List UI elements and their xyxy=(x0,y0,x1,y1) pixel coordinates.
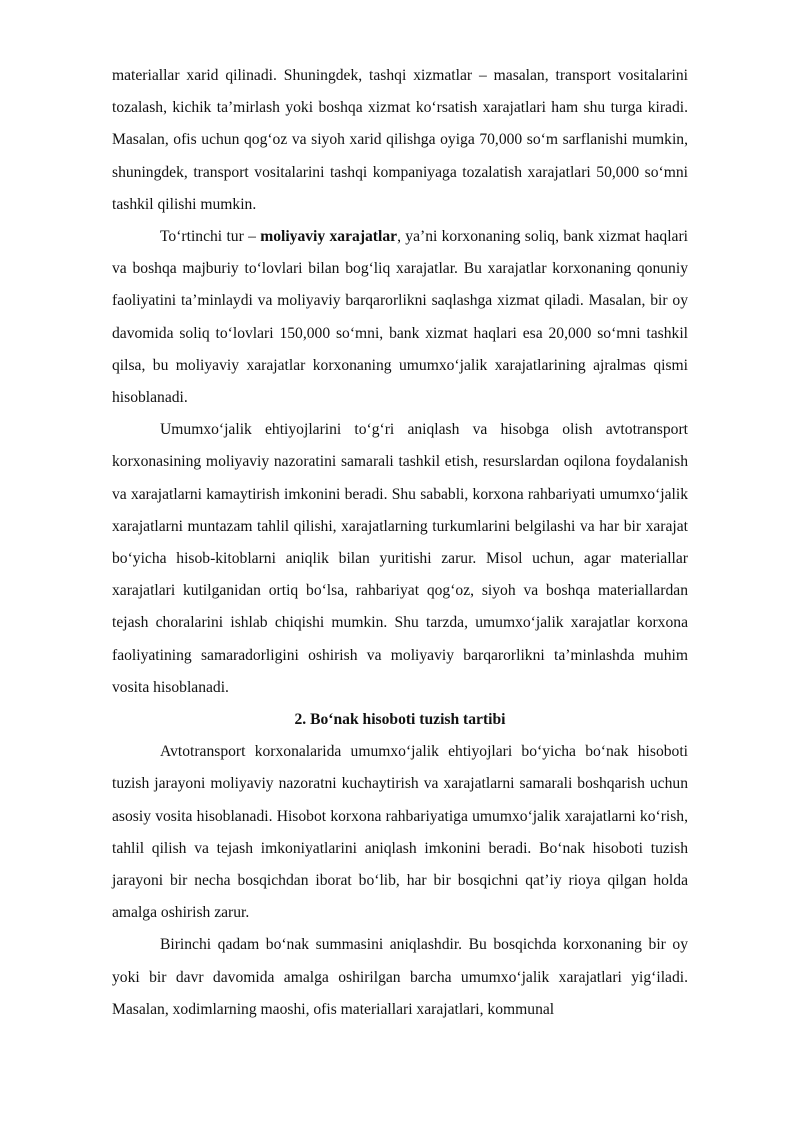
bold-term: moliyaviy xarajatlar xyxy=(260,228,398,246)
paragraph-first-step: Birinchi qadam bo‘nak summasini aniqlashdir. Bu bosqichda korxonaning bir oy yoki bir davr davomida amalga oshirilgan barcha umumxo‘jalik xarajatlari yig‘iladi. Masalan, xodimlarning maoshi, ofis materiallari xarajatlari, kommunal xyxy=(112,936,688,1018)
section-heading: 2. Bo‘nak hisoboti tuzish tartibi xyxy=(294,711,506,729)
paragraph-text-after: , ya’ni korxonaning soliq, bank xizmat haqlari va boshqa majburiy to‘lovlari bilan bog‘liq xarajatlar. Bu xarajatlar korxonaning qonuniy faoliyatini ta’minlaydi va moliyaviy barqarorlikni saqlashga xizmat qiladi. Masalan, bir oy davomida soliq to‘lovlari 150,000 so‘mni, bank xizmat haqlari esa 20,000 so‘mni tashkil qilsa, bu moliyaviy xarajatlar korxonaning umumxo‘jalik xarajatlarining ajralmas qismi hisoblanadi. xyxy=(112,228,689,407)
paragraph-conclusion: Umumxo‘jalik ehtiyojlarini to‘g‘ri aniqlash va hisobga olish avtotransport korxonasining moliyaviy nazoratini samarali tashkil etish, resurslardan oqilona foydalanish va xarajatlarni kamaytirish imkonini beradi. Shu sababli, korxona rahbariyati umumxo‘jalik xarajatlarni muntazam tahlil qilishi, xarajatlarning turkumlarini belgilashi va har bir xarajat bo‘yicha hisob-kitoblarni aniqlik bilan yuritishi zarur. Misol uchun, agar materiallar xarajatlari kutilganidan ortiq bo‘lsa, rahbariyat qog‘oz, siyoh va boshqa materiallardan tejash choralarini ishlab chiqishi mumkin. Shu tarzda, umumxo‘jalik xarajatlar korxona faoliyatining samaradorligini oshirish va moliyaviy barqarorlikni ta’minlashda muhim vosita hisoblanadi. xyxy=(112,421,688,696)
paragraph-text-before: To‘rtinchi tur – xyxy=(160,228,261,246)
paragraph-continuation: materiallar xarid qilinadi. Shuningdek, tashqi xizmatlar – masalan, transport vositalarini tozalash, kichik ta’mirlash yoki boshqa xizmat ko‘rsatish xarajatlari ham shu turga kiradi. Masalan, ofis uchun qog‘oz va siyoh xarid qilishga oyiga 70,000 so‘m sarflanishi mumkin, shuningdek, transport vositalarini tashqi kompaniyaga tozalatish xarajatlari 50,000 so‘mni tashkil qilishi mumkin. xyxy=(112,67,688,213)
document-page xyxy=(112,60,688,1026)
paragraph-advance-report: Avtotransport korxonalarida umumxo‘jalik ehtiyojlari bo‘yicha bo‘nak hisoboti tuzish jarayoni moliyaviy nazoratni kuchaytirish va xarajatlarni samarali boshqarish uchun asosiy vosita hisoblanadi. Hisobot korxona rahbariyatiga umumxo‘jalik xarajatlarni ko‘rish, tahlil qilish va tejash imkoniyatlarini aniqlash imkonini beradi. Bo‘nak hisoboti tuzish jarayoni bir necha bosqichdan iborat bo‘lib, har bir bosqichni qat’iy rioya qilgan holda amalga oshirish zarur. xyxy=(112,743,688,922)
paragraph-financial-expenses xyxy=(112,221,688,414)
